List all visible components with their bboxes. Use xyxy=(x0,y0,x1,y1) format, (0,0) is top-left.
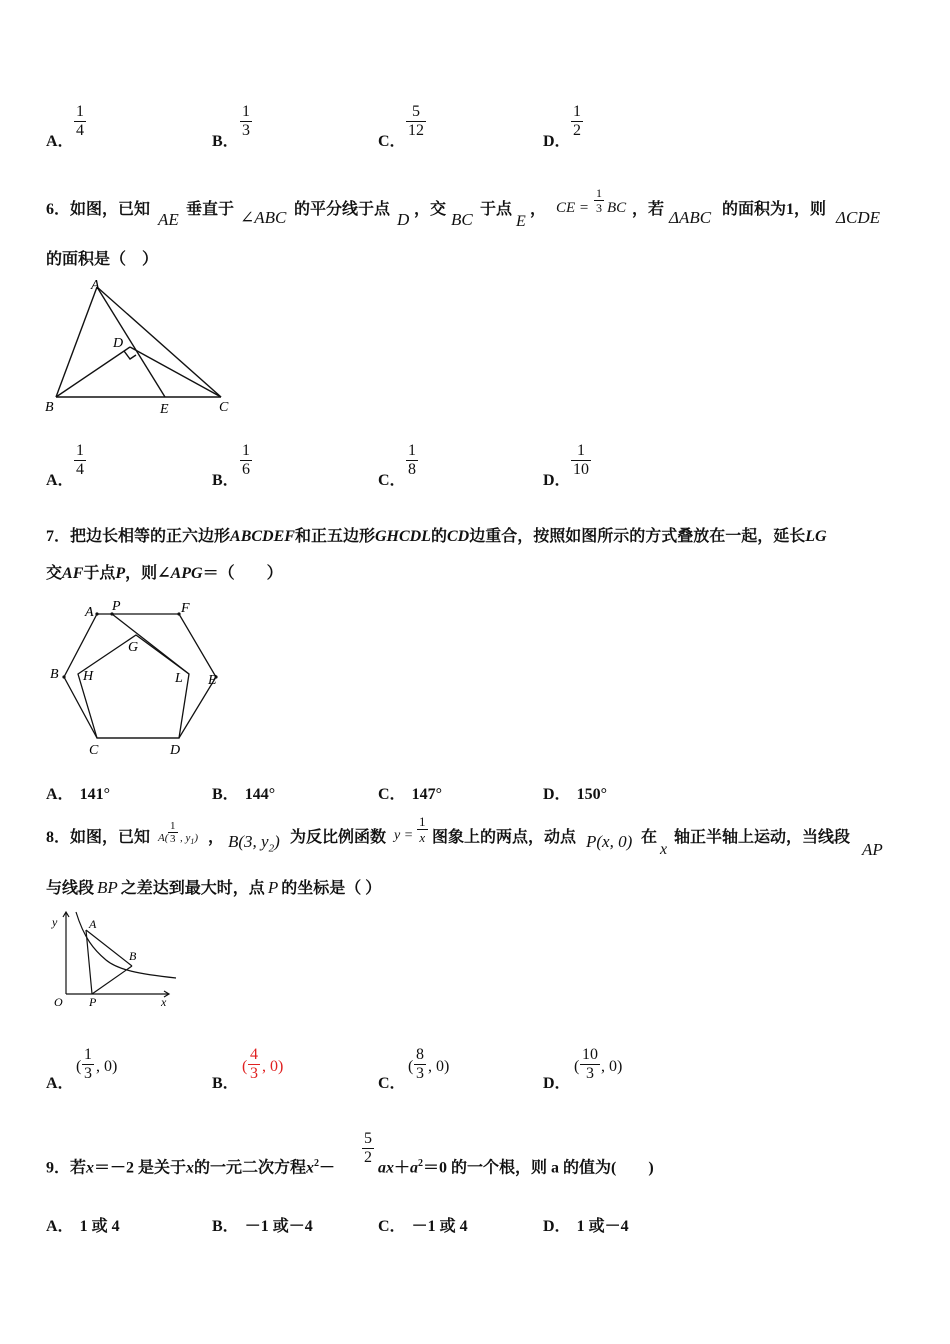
q9-text-left: 9．若x＝－2 是关于x的一元二次方程$x^2-$ xyxy=(46,1158,336,1177)
q6-ce-lhs: CE = xyxy=(556,200,590,216)
q7-label-b: B xyxy=(50,667,59,682)
q8-point-a-y: , $y_1$) xyxy=(180,832,199,847)
q7-option-b[interactable]: B． 144° xyxy=(212,786,276,803)
q6-text-1: 6．如图，已知 xyxy=(46,201,151,218)
q6-triangle-cde: ΔCDE xyxy=(836,208,880,227)
q6-text-6: ， xyxy=(530,201,547,218)
q6-figure-lines xyxy=(56,287,221,397)
q8-option-d[interactable]: D． xyxy=(543,1075,571,1092)
q8-option-c-tail: , 0) xyxy=(428,1058,450,1075)
q8-line-2: 与线段 BP 之差达到最大时，点 P 的坐标是（ ） xyxy=(46,878,382,897)
q7-label-g: G xyxy=(128,640,139,655)
q8-point-a-fraction: 1 3 xyxy=(170,820,176,845)
q8-option-b-tail: , 0) xyxy=(262,1058,284,1075)
q6-text-3: 的平分线于点 xyxy=(294,201,391,218)
q9-option-c[interactable]: C． －1 或 4 xyxy=(378,1218,468,1235)
q6-option-a-fraction: 1 4 xyxy=(76,442,84,478)
q8-y-eq: y = xyxy=(394,828,414,843)
q7-label-c: C xyxy=(89,743,99,758)
q7-figure xyxy=(40,592,240,764)
q6-option-d[interactable]: D． xyxy=(543,472,571,489)
q8-text-2: ， xyxy=(208,829,225,846)
q8-option-a[interactable]: A． xyxy=(46,1075,74,1092)
q8-x: x xyxy=(660,841,668,858)
q5-option-a-fraction: 1 4 xyxy=(76,103,84,139)
q6-text-7: ，若 xyxy=(632,201,665,218)
q8-text-5: 在 xyxy=(641,829,658,846)
q6-triangle-abc: ΔABC xyxy=(669,208,712,227)
q6-ae: AE xyxy=(158,210,179,229)
q8-option-b-fraction: 4 3 xyxy=(250,1046,258,1082)
q6-text-line2: 的面积是（ ） xyxy=(46,251,159,268)
q7-label-h: H xyxy=(83,669,94,684)
q8-label-a: A xyxy=(89,917,97,931)
q8-option-a-open: ( xyxy=(76,1058,82,1075)
q8-option-c[interactable]: C． xyxy=(378,1075,406,1092)
q5-option-b-fraction: 1 3 xyxy=(242,103,250,139)
q8-option-b[interactable]: B． xyxy=(212,1075,239,1092)
q9-option-b[interactable]: B． －1 或－4 xyxy=(212,1218,313,1235)
q6-label-b: B xyxy=(45,400,54,415)
q6-e: E xyxy=(516,213,526,230)
q6-text-8: 的面积为1，则 xyxy=(722,201,827,218)
q9-option-a[interactable]: A． 1 或 4 xyxy=(46,1218,120,1235)
q7-label-l: L xyxy=(175,671,183,686)
q6-option-c[interactable]: C． xyxy=(378,472,406,489)
q7-label-d: D xyxy=(170,743,181,758)
q8-point-a: A( xyxy=(158,832,169,844)
q6-angle: ∠ABC xyxy=(240,208,287,227)
q9-option-d[interactable]: D． 1 或－4 xyxy=(543,1218,629,1235)
q5-option-a[interactable]: A． xyxy=(46,133,74,150)
q6-text-5: 于点 xyxy=(480,201,513,218)
q8-point-p: P(x, 0) xyxy=(586,832,633,851)
q6-text-4: ，交 xyxy=(414,201,447,218)
q6-text-2: 垂直于 xyxy=(186,201,235,218)
q6-option-b[interactable]: B． xyxy=(212,472,239,489)
q8-figure-lines xyxy=(63,912,176,997)
q5-option-d-fraction: 1 2 xyxy=(573,103,581,139)
q8-option-b-open: ( xyxy=(242,1058,248,1075)
q8-label-x: x xyxy=(161,995,167,1009)
q7-label-p: P xyxy=(112,599,121,614)
q8-option-d-tail: , 0) xyxy=(601,1058,623,1075)
q7-label-e: E xyxy=(208,673,217,688)
q6-label-c: C xyxy=(219,400,229,415)
q8-point-b: B(3, $y_2$) xyxy=(228,832,280,855)
q8-text-6: 轴正半轴上运动，当线段 xyxy=(674,829,851,846)
q7-line-1: 7．把边长相等的正六边形ABCDEF和正五边形GHCDL的CD边重合，按照如图所示的方式叠放在一起，延长LG xyxy=(46,528,827,545)
q7-option-c[interactable]: C． 147° xyxy=(378,786,442,803)
q6-label-e: E xyxy=(160,402,169,417)
q6-option-a[interactable]: A． xyxy=(46,472,74,489)
q6-d: D xyxy=(397,210,410,229)
q7-option-d[interactable]: D． 150° xyxy=(543,786,607,803)
q8-option-d-fraction: 10 3 xyxy=(582,1046,598,1082)
q8-label-b: B xyxy=(129,949,137,963)
q8-option-a-tail: , 0) xyxy=(96,1058,118,1075)
q6-option-d-fraction: 1 10 xyxy=(573,442,589,478)
q6-option-b-fraction: 1 6 xyxy=(242,442,250,478)
q7-line-2: 交AF于点P，则∠APG＝（ ） xyxy=(46,565,283,582)
q6-label-d: D xyxy=(113,336,124,351)
q5-option-c-fraction: 5 12 xyxy=(408,103,424,139)
q6-option-c-fraction: 1 8 xyxy=(408,442,416,478)
q9-fraction: 5 2 xyxy=(364,1130,372,1166)
q8-option-c-open: ( xyxy=(408,1058,414,1075)
q8-option-d-open: ( xyxy=(574,1058,580,1075)
q8-text-1: 8．如图，已知 xyxy=(46,829,151,846)
q6-label-a: A xyxy=(91,278,100,293)
q6-ce-rhs: BC xyxy=(607,200,627,216)
q7-label-f: F xyxy=(181,601,190,616)
q8-label-p: P xyxy=(89,995,97,1009)
q7-label-a: A xyxy=(85,605,94,620)
q7-option-a[interactable]: A． 141° xyxy=(46,786,110,803)
q5-option-c[interactable]: C． xyxy=(378,133,406,150)
q8-label-o: O xyxy=(54,995,63,1009)
q9-text-right: $ax+a^2=0$ 的一个根，则 a 的值为( ) xyxy=(378,1158,654,1177)
q6-figure xyxy=(40,275,240,420)
q5-option-b[interactable]: B． xyxy=(212,133,239,150)
q6-bc: BC xyxy=(451,210,473,229)
q6-ce-fraction: 1 3 xyxy=(596,186,602,215)
q8-text-4: 图象上的两点，动点 xyxy=(432,829,577,846)
q8-ap: AP xyxy=(862,840,883,859)
q5-option-d[interactable]: D． xyxy=(543,133,571,150)
q8-option-a-fraction: 1 3 xyxy=(84,1046,92,1082)
q8-text-3: 为反比例函数 xyxy=(290,829,387,846)
q8-function-fraction: 1 x xyxy=(419,814,426,845)
q8-label-y: y xyxy=(52,915,58,929)
q8-figure xyxy=(44,908,184,1014)
q8-option-c-fraction: 8 3 xyxy=(416,1046,424,1082)
